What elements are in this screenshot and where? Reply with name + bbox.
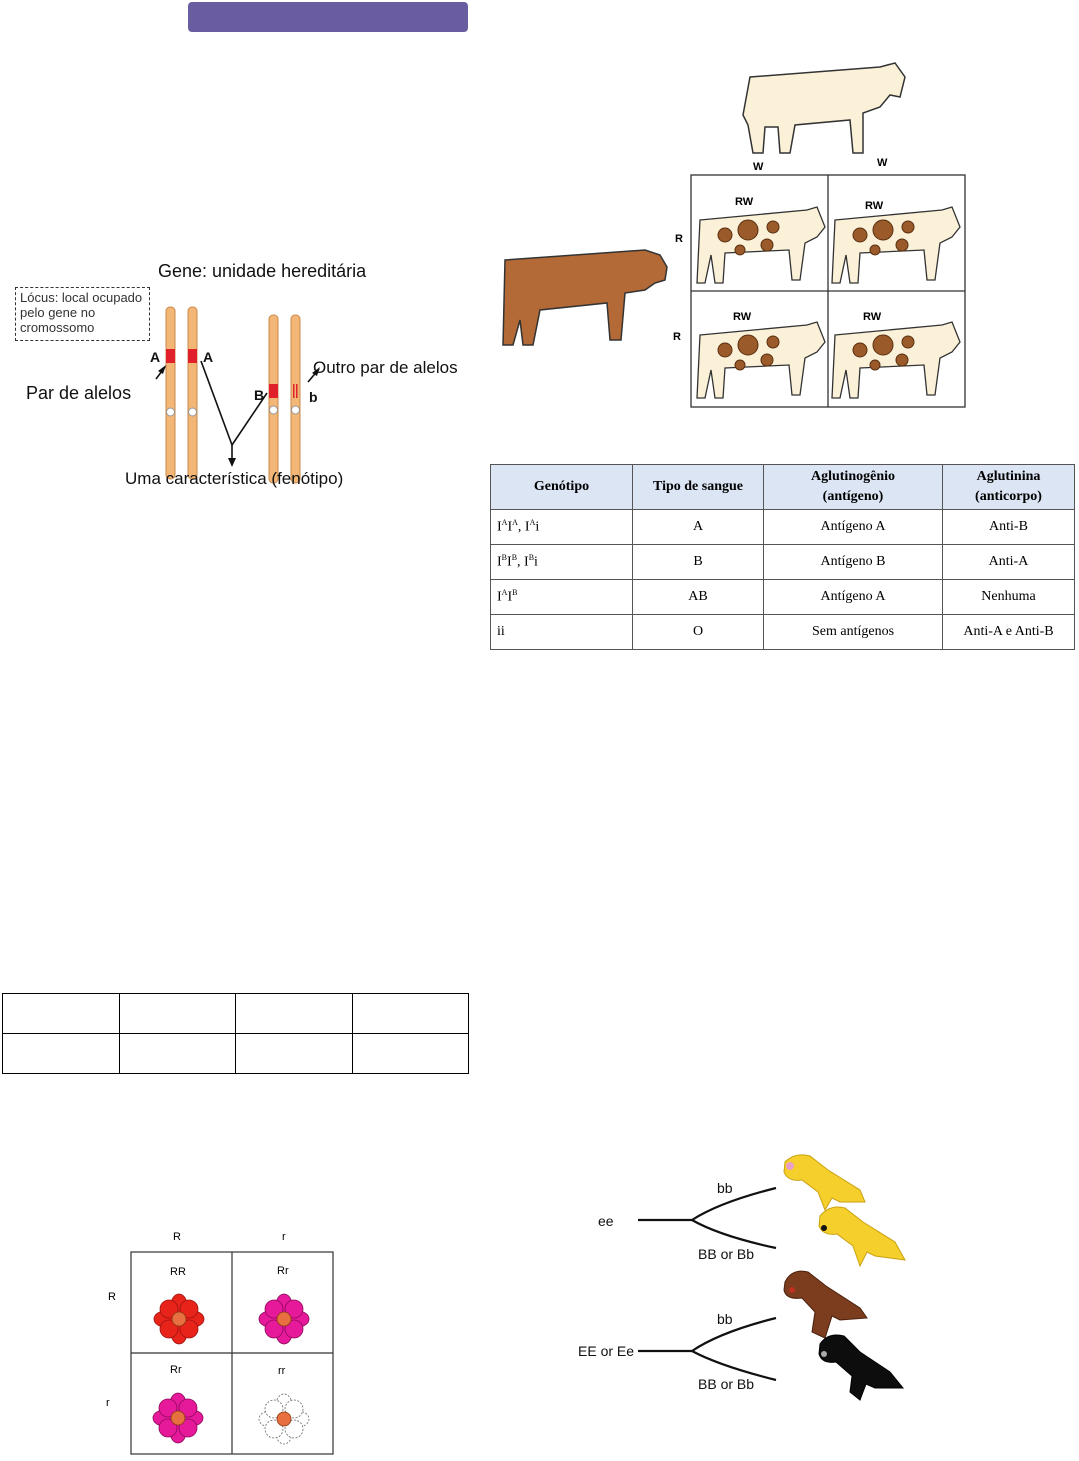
gene-band bbox=[269, 384, 278, 398]
genotype-cell: ii bbox=[491, 615, 633, 650]
column-header: Aglutinogênio (antígeno) bbox=[764, 465, 943, 510]
punnett-cell-label: RW bbox=[733, 311, 752, 323]
genotype-label-EE-or-Ee: EE or Ee bbox=[578, 1343, 635, 1359]
chromosome bbox=[291, 315, 300, 483]
antibody-cell: Anti-A bbox=[943, 545, 1075, 580]
antigen-cell: Antígeno B bbox=[764, 545, 943, 580]
cattle-illustration bbox=[495, 55, 975, 415]
dog-branches bbox=[570, 1140, 915, 1410]
black-dog bbox=[819, 1335, 903, 1400]
column-header: Tipo de sangue bbox=[633, 465, 764, 510]
yellow-dog bbox=[784, 1155, 865, 1210]
antigen-cell: Antígeno A bbox=[764, 510, 943, 545]
gene-band bbox=[293, 384, 295, 398]
table-cell[interactable] bbox=[236, 1034, 353, 1074]
punnett-cell-label: RW bbox=[735, 196, 754, 208]
table-row bbox=[491, 580, 1075, 615]
locus-note: Lócus: local ocupado pelo gene no cromossomo bbox=[15, 287, 150, 341]
brown-cow bbox=[503, 250, 667, 345]
branch-label-bb: bb bbox=[717, 1311, 733, 1327]
column-header: Genótipo bbox=[491, 465, 633, 510]
figure-title: Gene: unidade hereditária bbox=[158, 261, 367, 281]
genotype-label-ee: ee bbox=[598, 1213, 614, 1229]
table-cell[interactable] bbox=[3, 994, 120, 1034]
table-row bbox=[491, 545, 1075, 580]
branch-label-bb: bb bbox=[717, 1180, 733, 1196]
flower-pink bbox=[259, 1294, 309, 1344]
flower-red bbox=[154, 1294, 204, 1344]
parent-allele-top: W bbox=[753, 161, 764, 173]
allele-top: r bbox=[282, 1231, 286, 1243]
flower-white bbox=[259, 1394, 309, 1444]
table-row bbox=[3, 1034, 469, 1074]
gene-band bbox=[166, 349, 175, 363]
table-cell[interactable] bbox=[236, 994, 353, 1034]
allele-left: r bbox=[106, 1397, 110, 1409]
empty-answer-table bbox=[2, 993, 469, 1074]
table-row bbox=[491, 615, 1075, 650]
antibody-cell: Nenhuma bbox=[943, 580, 1075, 615]
table-cell[interactable] bbox=[119, 994, 236, 1034]
blood-type-cell: A bbox=[633, 510, 764, 545]
allele-top: R bbox=[173, 1231, 181, 1243]
phenotype-label: Uma característica (fenótipo) bbox=[125, 469, 344, 488]
parent-allele-left: R bbox=[673, 331, 681, 343]
punnett-cell-label: Rr bbox=[170, 1364, 182, 1376]
chromosome bbox=[188, 307, 197, 479]
blood-type-cell: AB bbox=[633, 580, 764, 615]
punnett-cell-label: RW bbox=[865, 200, 884, 212]
cattle-punnett-figure bbox=[495, 55, 975, 415]
branch-label-BB-or-Bb: BB or Bb bbox=[698, 1246, 755, 1262]
antibody-cell: Anti-B bbox=[943, 510, 1075, 545]
section-header-bar bbox=[188, 2, 468, 32]
punnett-cell-label: rr bbox=[278, 1365, 286, 1377]
brown-dog bbox=[784, 1271, 867, 1338]
flower-punnett-grid bbox=[100, 1225, 340, 1461]
gene-band bbox=[188, 349, 197, 363]
allele-label: B bbox=[254, 387, 265, 403]
antigen-cell: Sem antígenos bbox=[764, 615, 943, 650]
genotype-cell: $I^AI^B$ bbox=[491, 580, 633, 615]
parent-allele-top: W bbox=[877, 157, 888, 169]
antibody-cell: Anti-A e Anti-B bbox=[943, 615, 1075, 650]
punnett-cell-label: Rr bbox=[277, 1265, 289, 1277]
punnett-cell-label: RW bbox=[863, 311, 882, 323]
punnett-cell-label: RR bbox=[170, 1266, 186, 1278]
table-cell[interactable] bbox=[119, 1034, 236, 1074]
chromosome-figure bbox=[10, 255, 475, 495]
table-cell[interactable] bbox=[352, 994, 469, 1034]
blood-type-table bbox=[490, 464, 1075, 650]
table-row bbox=[3, 994, 469, 1034]
blood-type-cell: O bbox=[633, 615, 764, 650]
allele-label: b bbox=[309, 389, 318, 405]
table-cell[interactable] bbox=[352, 1034, 469, 1074]
table-cell[interactable] bbox=[3, 1034, 120, 1074]
column-header: Aglutinina (anticorpo) bbox=[943, 465, 1075, 510]
antigen-cell: Antígeno A bbox=[764, 580, 943, 615]
white-cow bbox=[743, 63, 905, 153]
allele-label: A bbox=[203, 349, 214, 365]
allele-label: A bbox=[150, 349, 161, 365]
branch-label-BB-or-Bb: BB or Bb bbox=[698, 1376, 755, 1392]
flower-punnett-figure bbox=[100, 1225, 340, 1461]
yellow-dog bbox=[819, 1207, 905, 1266]
other-pair-label: Outro par de alelos bbox=[313, 358, 458, 377]
flower-pink bbox=[153, 1393, 203, 1443]
table-header-row bbox=[491, 465, 1075, 510]
dog-coat-diagram bbox=[570, 1140, 915, 1410]
genotype-cell: $I^BI^B$, $I^Bi$ bbox=[491, 545, 633, 580]
chromosome bbox=[269, 315, 278, 483]
parent-allele-left: R bbox=[675, 233, 683, 245]
pair-of-alleles-label: Par de alelos bbox=[26, 383, 132, 403]
allele-left: R bbox=[108, 1291, 116, 1303]
table-row bbox=[491, 510, 1075, 545]
genotype-cell: $I^AI^A$, $I^Ai$ bbox=[491, 510, 633, 545]
blood-type-cell: B bbox=[633, 545, 764, 580]
chromosome bbox=[166, 307, 175, 479]
